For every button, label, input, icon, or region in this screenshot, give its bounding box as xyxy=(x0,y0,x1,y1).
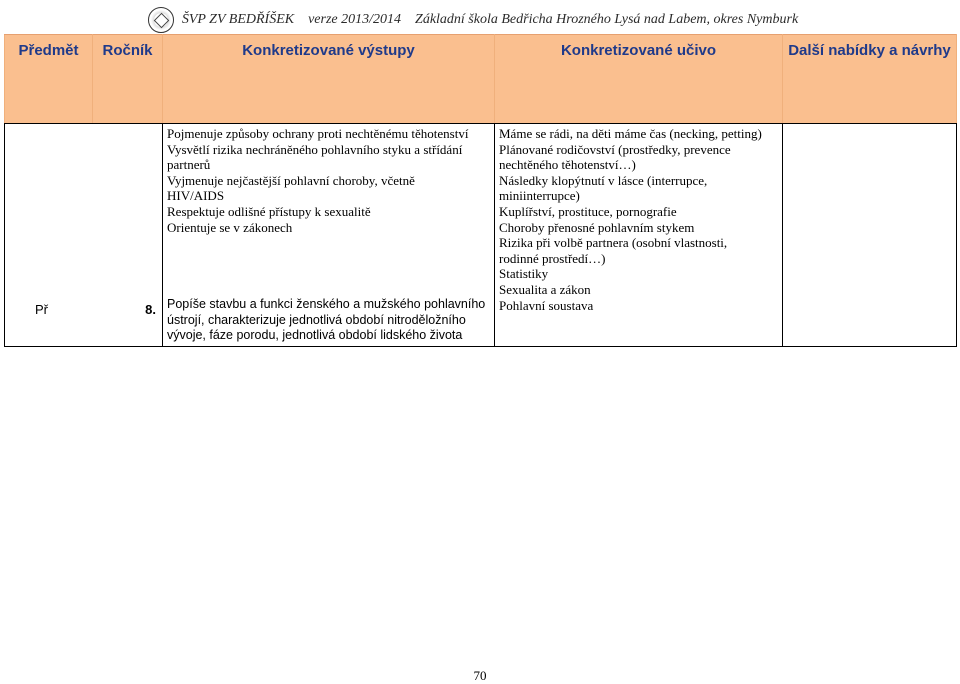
content-line: miniinterrupce) xyxy=(499,188,580,204)
content-line: rodinné prostředí…) xyxy=(499,250,606,266)
outcome-line: Pojmenuje způsoby ochrany proti nechtěnému těhotenství xyxy=(167,126,469,141)
outcome-line: Respektuje odlišné přístupy k sexualitě xyxy=(167,203,371,219)
outcome-extra-line: vývoje, fáze porodu, jednotlivá období lidského života xyxy=(167,328,463,343)
content-line: Máme se rádi, na děti máme čas (necking, petting) xyxy=(499,126,762,141)
grade-cell: 8. xyxy=(93,124,163,347)
outcome-line: HIV/AIDS xyxy=(167,188,225,204)
content-line: Sexualita a zákon xyxy=(499,281,591,297)
header-school: Základní škola Bedřicha Hrozného Lysá nad Labem, okres Nymburk xyxy=(415,12,799,27)
outcome-line: Orientuje se v zákonech xyxy=(167,219,293,235)
other-cell xyxy=(783,124,957,347)
school-seal-icon xyxy=(148,7,174,33)
table-row xyxy=(5,124,957,347)
subject-cell: Př xyxy=(5,124,93,347)
col-header-grade: Ročník xyxy=(93,35,163,124)
outcomes-cell xyxy=(163,124,495,347)
header-program: ŠVP ZV BEDŘÍŠEK xyxy=(181,12,295,27)
col-header-other: Další nabídky a návrhy xyxy=(783,35,957,124)
outcome-line: Vyjmenuje nejčastější pohlavní choroby, včetně xyxy=(167,172,415,188)
header-version: verze 2013/2014 xyxy=(308,12,402,27)
content-line: Plánované rodičovství (prostředky, prevence xyxy=(499,141,731,157)
outcome-extra-line: ústrojí, charakterizuje jednotlivá období nitroděložního xyxy=(167,312,466,327)
page-header xyxy=(0,6,960,34)
outcome-extra-line: Popíše stavbu a funkci ženského a mužského pohlavního xyxy=(167,297,486,312)
table-header-row xyxy=(5,35,957,124)
col-header-content: Konkretizované učivo xyxy=(495,35,783,124)
col-header-outcomes: Konkretizované výstupy xyxy=(163,35,495,124)
header-text xyxy=(182,12,812,28)
page-number: 70 xyxy=(473,668,487,683)
content-line: Kuplířství, prostituce, pornografie xyxy=(499,203,677,219)
content-line: Pohlavní soustava xyxy=(499,297,594,313)
col-header-subject: Předmět xyxy=(5,35,93,124)
outcome-line: Vysvětlí rizika nechráněného pohlavního styku a střídání xyxy=(167,141,463,157)
outcome-line: partnerů xyxy=(167,157,211,173)
content-cell xyxy=(495,124,783,347)
outcomes-extra xyxy=(167,297,490,344)
content-line: nechtěného těhotenství…) xyxy=(499,157,636,173)
content-line: Choroby přenosné pohlavním stykem xyxy=(499,219,695,235)
content-line: Rizika při volbě partnera (osobní vlastnosti, xyxy=(499,235,728,251)
content-line: Statistiky xyxy=(499,266,549,282)
content-line: Následky klopýtnutí v lásce (interrupce, xyxy=(499,172,708,188)
curriculum-table xyxy=(4,34,957,347)
